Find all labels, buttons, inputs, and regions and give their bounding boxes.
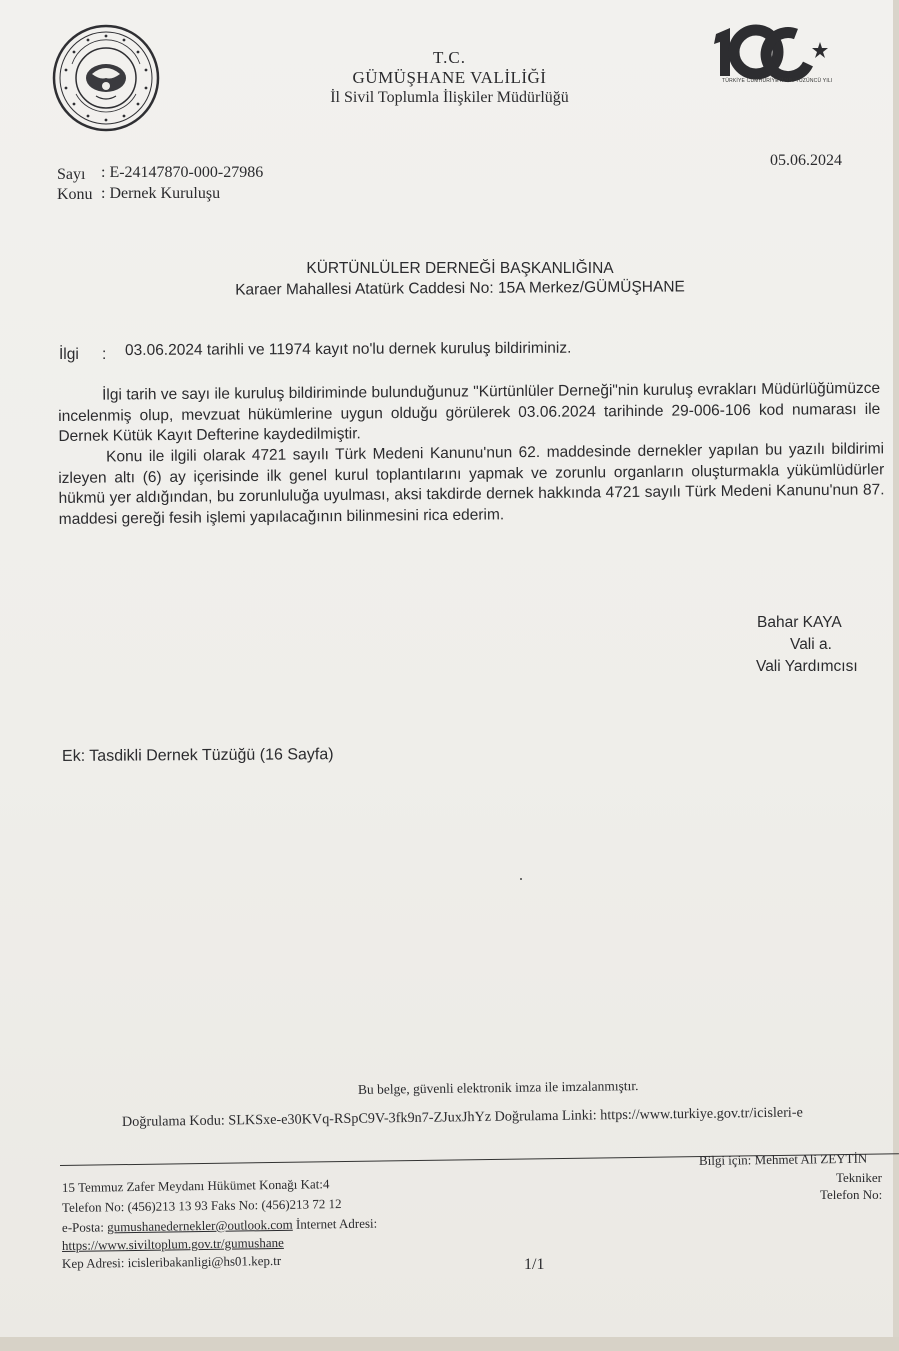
verification-line: Doğrulama Kodu: SLKSxe-e30KVq-RSpC9V-3fk9n7-ZJuxJhYz Doğrulama Linki: https://www.turkiye.gov.tr/icisleri-e	[121, 1104, 803, 1130]
footer-phone: Telefon No: (456)213 13 93 Faks No: (456)213 72 12	[61, 1196, 342, 1215]
footer-website-link[interactable]: https://www.siviltoplum.gov.tr/gumushane	[61, 1234, 284, 1253]
footer-email-label: e-Posta:	[61, 1219, 104, 1235]
footer-info-title: Tekniker	[836, 1170, 883, 1185]
footer-kep: Kep Adresi: icisleribakanligi@hs01.kep.tr	[61, 1252, 282, 1271]
konu-value: : Dernek Kuruluşu	[101, 185, 221, 202]
document-date: 05.06.2024	[770, 152, 842, 169]
footer-address: 15 Temmuz Zafer Meydanı Hükümet Konağı Kat:4	[61, 1176, 330, 1195]
ilgi-label: İlgi	[59, 346, 79, 363]
recipient-title: KÜRTÜNLÜLER DERNEĞİ BAŞKANLIĞINA	[306, 260, 614, 277]
footer-info-contact: Bilgi için: Mehmet Ali ZEYTİN	[698, 1150, 868, 1168]
ilgi-separator: :	[102, 346, 107, 363]
speck	[520, 878, 522, 880]
footer-email-link[interactable]: gumushanedernekler@outlook.com	[107, 1216, 293, 1235]
konu-label: Konu	[57, 186, 93, 203]
esign-notice: Bu belge, güvenli elektronik imza ile imzalanmıştır.	[357, 1078, 639, 1097]
signer-line2: Vali a.	[790, 636, 832, 653]
signer-name: Bahar KAYA	[757, 614, 842, 631]
header-directorate: İl Sivil Toplumla İlişkiler Müdürlüğü	[330, 89, 569, 106]
body-paragraph-1: İlgi tarih ve sayı ile kuruluş bildiriminde bulunduğunuz "Kürtünlüler Derneği"nin kuruluş evrakları Müdürlüğümüzce incelenmiş olup, mevzuat hükümlerine uygun olduğu görülerek 03.06.2024 tarihinde 29-006-106 kod numarası ile Dernek Kütük Kayıt Defterine kaydedilmiştir.	[58, 379, 881, 445]
table-surface	[0, 1337, 899, 1351]
sayi-label: Sayı	[57, 166, 86, 183]
sayi-value: : E-24147870-000-27986	[101, 164, 264, 181]
ilgi-text: 03.06.2024 tarihli ve 11974 kayıt no'lu dernek kuruluş bildiriminiz.	[124, 339, 572, 359]
page-number: 1/1	[524, 1256, 545, 1273]
header-tc: T.C.	[433, 48, 466, 67]
body-paragraph-2: Konu ile ilgili olarak 4721 sayılı Türk Medeni Kanunu'nun 62. maddesinde dernekler yapılan bu yazılı bildirimi izleyen altı (6) ay içerisinde ilk genel kurul toplantılarını yapmak ve zorunlu organların oluşturmakla yükümlüdürler hükmü yer aldığından, bu zorunluluğa uyulması, aksi takdirde dernek hakkında 4721 sayılı Türk Medeni Kanunu'nun 87. maddesi gereği fesih işlemi yapılacağının bilinmesini rica ederim.	[58, 440, 885, 528]
logo-caption: TÜRKİYE CUMHURİYETİ'NİN YÜZÜNCÜ YILI	[722, 78, 833, 84]
footer-email-row	[62, 1216, 377, 1236]
footer-info-phone: Telefon No:	[820, 1187, 883, 1202]
signer-title: Vali Yardımcısı	[756, 658, 858, 675]
page-edge	[893, 0, 899, 1351]
header-governorship: GÜMÜŞHANE VALİLİĞİ	[352, 68, 547, 87]
footer-internet-label: İnternet Adresi:	[295, 1215, 378, 1232]
attachment-note: Ek: Tasdikli Dernek Tüzüğü (16 Sayfa)	[61, 746, 334, 765]
recipient-address: Karaer Mahallesi Atatürk Caddesi No: 15A Merkez/GÜMÜŞHANE	[235, 278, 685, 299]
